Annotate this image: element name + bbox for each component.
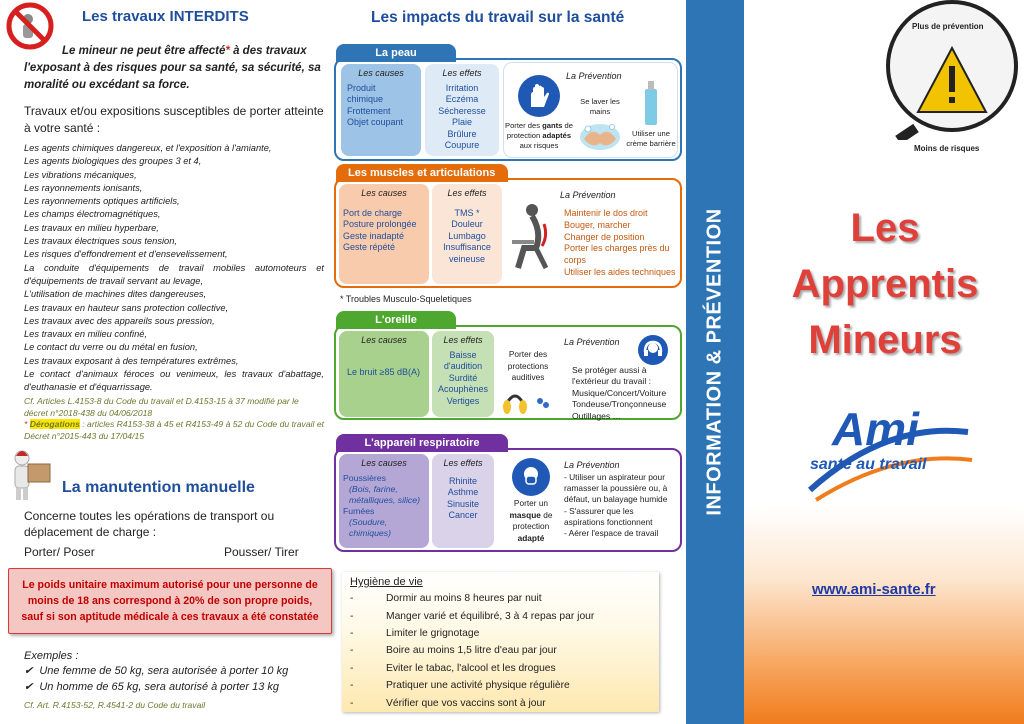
website-link[interactable]: www.ami-sante.fr xyxy=(812,581,936,598)
muscles-effects-label: Les effets xyxy=(447,188,487,198)
respiratory-causes xyxy=(339,454,429,548)
prevention-item: Outillages … xyxy=(572,410,622,421)
prevention-item: Tondeuse/Tronçonneuse xyxy=(572,399,667,410)
risk-item: Les travaux électriques sous tension, xyxy=(24,236,177,247)
skin-tab: La peau xyxy=(336,44,456,62)
effect-item: Sinusite xyxy=(446,498,480,509)
effect-item: Baisse xyxy=(449,349,477,360)
effect-item: Rhinite xyxy=(448,475,477,486)
earmuffs-icon xyxy=(502,387,552,415)
gloves-text: Porter des gants de protection adaptés aux risques xyxy=(505,121,573,150)
muscles-effects-list xyxy=(436,208,498,266)
deroga-rest: : articles R4153-38 à 45 et R4153-49 à 52 du Code du travail et Décret n°2015-443 du 17/04/15 xyxy=(24,419,324,441)
skin-effects xyxy=(425,64,499,156)
muscles-prevention-label: La Prévention xyxy=(560,190,616,200)
respiratory-effects-list xyxy=(436,476,490,522)
mask-text: Porter un masque de protection adapté xyxy=(509,498,553,543)
cause-item: Posture prolongée xyxy=(343,219,417,229)
cream-text: Utiliser une crème barrière xyxy=(626,129,676,148)
intro-star: * xyxy=(225,45,230,57)
ear-effects xyxy=(432,331,494,417)
effect-item: Douleur xyxy=(451,219,483,229)
manutention-text: Concerne toutes les opérations de transport ou déplacement de charge : xyxy=(24,509,275,539)
info-band-text: INFORMATION & PRÉVENTION xyxy=(703,208,726,516)
effect-item: Sécheresse xyxy=(438,105,486,116)
hygiene-item: - Manger varié et équilibré, 3 à 4 repas par jour xyxy=(350,610,595,622)
prevention-item: - S'assurer que les aspirations fonctionnent xyxy=(564,505,653,527)
examples-list xyxy=(24,663,288,695)
risk-item: L'utilisation de machines dites dangereuses, xyxy=(24,289,207,300)
ear-effects-label: Les effets xyxy=(443,335,483,345)
ear-effects-list xyxy=(436,350,490,408)
skin-effects-label: Les effets xyxy=(442,68,482,78)
ami-logo-text: Ami xyxy=(832,403,919,455)
prevention-item: Changer de position xyxy=(564,231,645,242)
skin-prevention-label: La Prévention xyxy=(566,71,622,81)
weight-alert xyxy=(8,568,332,634)
prevention-item: Porter les charges près du corps xyxy=(564,243,670,266)
effect-item: d'audition xyxy=(443,361,483,371)
respiratory-prevention xyxy=(498,452,678,548)
muscles-section xyxy=(334,167,682,288)
ear-section xyxy=(334,314,682,421)
ami-logo-subtitle: santé au travail xyxy=(810,456,927,473)
cover-title xyxy=(760,200,1010,368)
examples-title: Exemples : xyxy=(24,650,79,662)
hygiene-title: Hygiène de vie xyxy=(350,576,423,588)
cream-icon xyxy=(642,81,660,127)
hygiene-box xyxy=(342,572,659,712)
hygiene-item: - Limiter le grignotage xyxy=(350,627,480,639)
skin-effects-list xyxy=(429,83,495,152)
ear-causes-text: Le bruit ≥85 dB(A) xyxy=(347,366,420,377)
prevention-item: Maintenir le dos droit xyxy=(564,208,648,218)
risk-item: Les travaux avec des appareils sous pression, xyxy=(24,315,215,326)
hygiene-item: - Vérifier que vos vaccins sont à jour xyxy=(350,697,546,709)
prevention-item: - Utiliser un aspirateur pour ramasser la poussière ou, à défaut, un balayage humide xyxy=(564,472,668,505)
weight-alert-text: Le poids unitaire maximum autorisé pour une personne de moins de 18 ans correspond à 20% de son propre poids, sauf si son aptitude médicale à ces travaux a été constatée xyxy=(21,579,319,623)
ear-prevention-list xyxy=(572,365,676,422)
respiratory-effects-label: Les effets xyxy=(443,458,483,468)
respiratory-section xyxy=(334,437,682,552)
ref-articles: Cf. Articles L.4153-8 du Code du travail et D.4153-15 à 37 modifié par le décret n°2018-438 du 04/06/2018 xyxy=(24,396,299,418)
cover-title-line: Mineurs xyxy=(808,318,962,362)
muscles-prevention-list xyxy=(564,208,678,279)
intro-part-a: Le mineur ne peut être affecté xyxy=(62,45,226,57)
effect-item: Plaie xyxy=(451,117,472,127)
cover-title-line: Les xyxy=(850,206,920,250)
deroga-highlight: Dérogations xyxy=(29,419,80,429)
cause-item: Objet coupant xyxy=(347,117,404,127)
skin-causes xyxy=(341,64,421,156)
pousser-label: Pousser/ Tirer xyxy=(224,545,299,559)
respiratory-causes-label: Les causes xyxy=(361,458,407,468)
muscles-causes-list xyxy=(343,208,425,254)
effect-item: Brûlure xyxy=(447,128,477,139)
risk-item: Les travaux en milieu hyperbare, xyxy=(24,222,159,233)
skin-section xyxy=(334,47,682,161)
effect-item: Lumbago xyxy=(448,230,486,241)
hygiene-item: - Pratiquer une activité physique régulière xyxy=(350,680,570,692)
cause-item: Frottement xyxy=(347,105,391,116)
effect-item: Surdité xyxy=(448,372,478,383)
risk-item: Les agents biologiques des groupes 3 et 4, xyxy=(24,156,202,167)
effect-item: Irritation xyxy=(445,82,479,93)
risk-item: Les risques d'effondrement et d'ensevelissement, xyxy=(24,249,228,260)
prevention-item: - Aérer l'espace de travail xyxy=(564,528,659,539)
cause-item: Geste inadapté xyxy=(343,230,405,241)
ref-articles-manut: Cf. Art. R.4153-52, R.4541-2 du Code du travail xyxy=(24,700,206,710)
cover-title-line: Apprentis xyxy=(791,262,979,306)
effect-item: Vertiges xyxy=(446,395,480,406)
risk-item: Le contact du verre ou du métal en fusion, xyxy=(24,342,198,353)
muscles-tab: Les muscles et articulations xyxy=(336,164,508,182)
effect-item: Cancer xyxy=(448,510,478,520)
check-icon: ✔ xyxy=(24,665,34,677)
risk-item: Les travaux exposant à des températures extrêmes, xyxy=(24,355,239,366)
respiratory-tab: L'appareil respiratoire xyxy=(336,434,508,452)
skin-causes-list xyxy=(345,83,417,129)
carrying-person-icon xyxy=(10,448,54,502)
prevention-item: Utiliser les aides techniques xyxy=(564,266,676,277)
cause-item: Geste répété xyxy=(343,242,396,252)
skin-causes-label: Les causes xyxy=(358,68,404,78)
skin-prevention xyxy=(503,62,678,158)
risk-item: Les champs électromagnétiques, xyxy=(24,209,161,220)
effect-item: Coupure xyxy=(444,140,480,150)
ref-derogations xyxy=(24,419,324,442)
moins-risques-label: Moins de risques xyxy=(914,144,980,153)
exposure-lead: Travaux et/ou expositions susceptibles de porter atteinte à votre santé : xyxy=(24,104,324,135)
ear-protection-icon xyxy=(638,335,668,365)
wash-hands-text: Se laver les mains xyxy=(580,97,620,116)
ear-tab: L'oreille xyxy=(336,311,456,329)
risk-item: Le contact d'animaux féroces ou venimeux, les travaux d'abattage, d'euthanasie et d'équarrissage. xyxy=(24,369,324,393)
tms-footnote: * Troubles Musculo-Squeletiques xyxy=(340,294,472,304)
effect-item: veineuse xyxy=(448,253,486,264)
muscles-causes-label: Les causes xyxy=(361,188,407,198)
impacts-title: Les impacts du travail sur la santé xyxy=(371,9,625,26)
prevention-item: Bouger, marcher xyxy=(564,219,631,230)
forbidden-works-title: Les travaux INTERDITS xyxy=(82,8,249,25)
cause-item: Port de charge xyxy=(343,207,403,218)
risk-item: Les travaux en hauteur sans protection collective, xyxy=(24,302,229,313)
risk-list xyxy=(24,142,324,395)
ear-causes-label: Les causes xyxy=(361,335,407,345)
hygiene-item: - Boire au moins 1,5 litre d'eau par jour xyxy=(350,645,557,657)
respiratory-prevention-label: La Prévention xyxy=(564,460,620,470)
example-item: ✔ Une femme de 50 kg, sera autorisée à porter 10 kg xyxy=(24,665,289,677)
risk-item: Les rayonnements optiques artificiels, xyxy=(24,196,180,207)
cause-item: chimique xyxy=(347,94,384,104)
wash-hands-icon xyxy=(578,119,622,153)
effect-item: Acouphènes xyxy=(437,384,489,394)
ear-causes xyxy=(339,331,429,417)
risk-item: La conduite d'équipements de travail mobiles automoteurs et d'équipements de travail servant au levage, xyxy=(24,262,324,286)
posture-icon xyxy=(506,202,560,274)
risk-item: Les agents chimiques dangereux, et l'exposition à l'amiante, xyxy=(24,143,272,153)
ear-prevention-label: La Prévention xyxy=(564,337,620,347)
intro-part-b: à des travaux l'exposant à des risques pour sa santé, sa sécurité, sa moralité ou excédant sa force. xyxy=(24,45,321,91)
respiratory-causes-list: Poussières (Bois, farine, métalliques, silice) Fumées (Soudure, chimiques) xyxy=(343,472,420,538)
risk-item: Les rayonnements ionisants, xyxy=(24,182,143,193)
effect-item: Eczéma xyxy=(445,94,479,104)
risk-item: Les travaux en milieu confiné, xyxy=(24,329,147,340)
respiratory-effects xyxy=(432,454,494,548)
ami-logo xyxy=(806,402,976,512)
effect-item: Asthme xyxy=(447,487,479,497)
deroga-star: * xyxy=(24,419,30,429)
example-item: ✔ Un homme de 65 kg, sera autorisé à porter 13 kg xyxy=(24,681,280,693)
ear-prevention xyxy=(498,329,678,421)
gloves-icon xyxy=(518,75,560,117)
cause-item: Produit xyxy=(347,82,376,93)
prevention-item: Se protéger aussi à l'extérieur du travail : xyxy=(572,365,652,387)
respiratory-prevention-list xyxy=(564,472,676,539)
hygiene-list xyxy=(348,590,654,712)
plus-prevention-label: Plus de prévention xyxy=(912,22,984,31)
check-icon: ✔ xyxy=(24,681,34,693)
risk-item: Les vibrations mécaniques, xyxy=(24,169,137,180)
effect-item: TMS * xyxy=(454,207,480,218)
hygiene-item: - Dormir au moins 8 heures par nuit xyxy=(350,593,542,605)
effect-item: Insuffisance xyxy=(443,242,491,252)
magnifier-icon xyxy=(878,0,1020,140)
porter-label: Porter/ Poser xyxy=(24,545,95,559)
muscles-effects xyxy=(432,184,502,284)
manutention-title: La manutention manuelle xyxy=(62,479,255,496)
ear-protection-text: Porter des protections auditives xyxy=(507,349,549,382)
muscles-causes xyxy=(339,184,429,284)
mask-icon xyxy=(512,458,550,496)
hygiene-item: - Eviter le tabac, l'alcool et les drogues xyxy=(350,662,556,674)
muscles-prevention xyxy=(504,182,678,286)
prevention-item: Musique/Concert/Voiture xyxy=(572,387,667,398)
intro-text xyxy=(24,43,324,94)
